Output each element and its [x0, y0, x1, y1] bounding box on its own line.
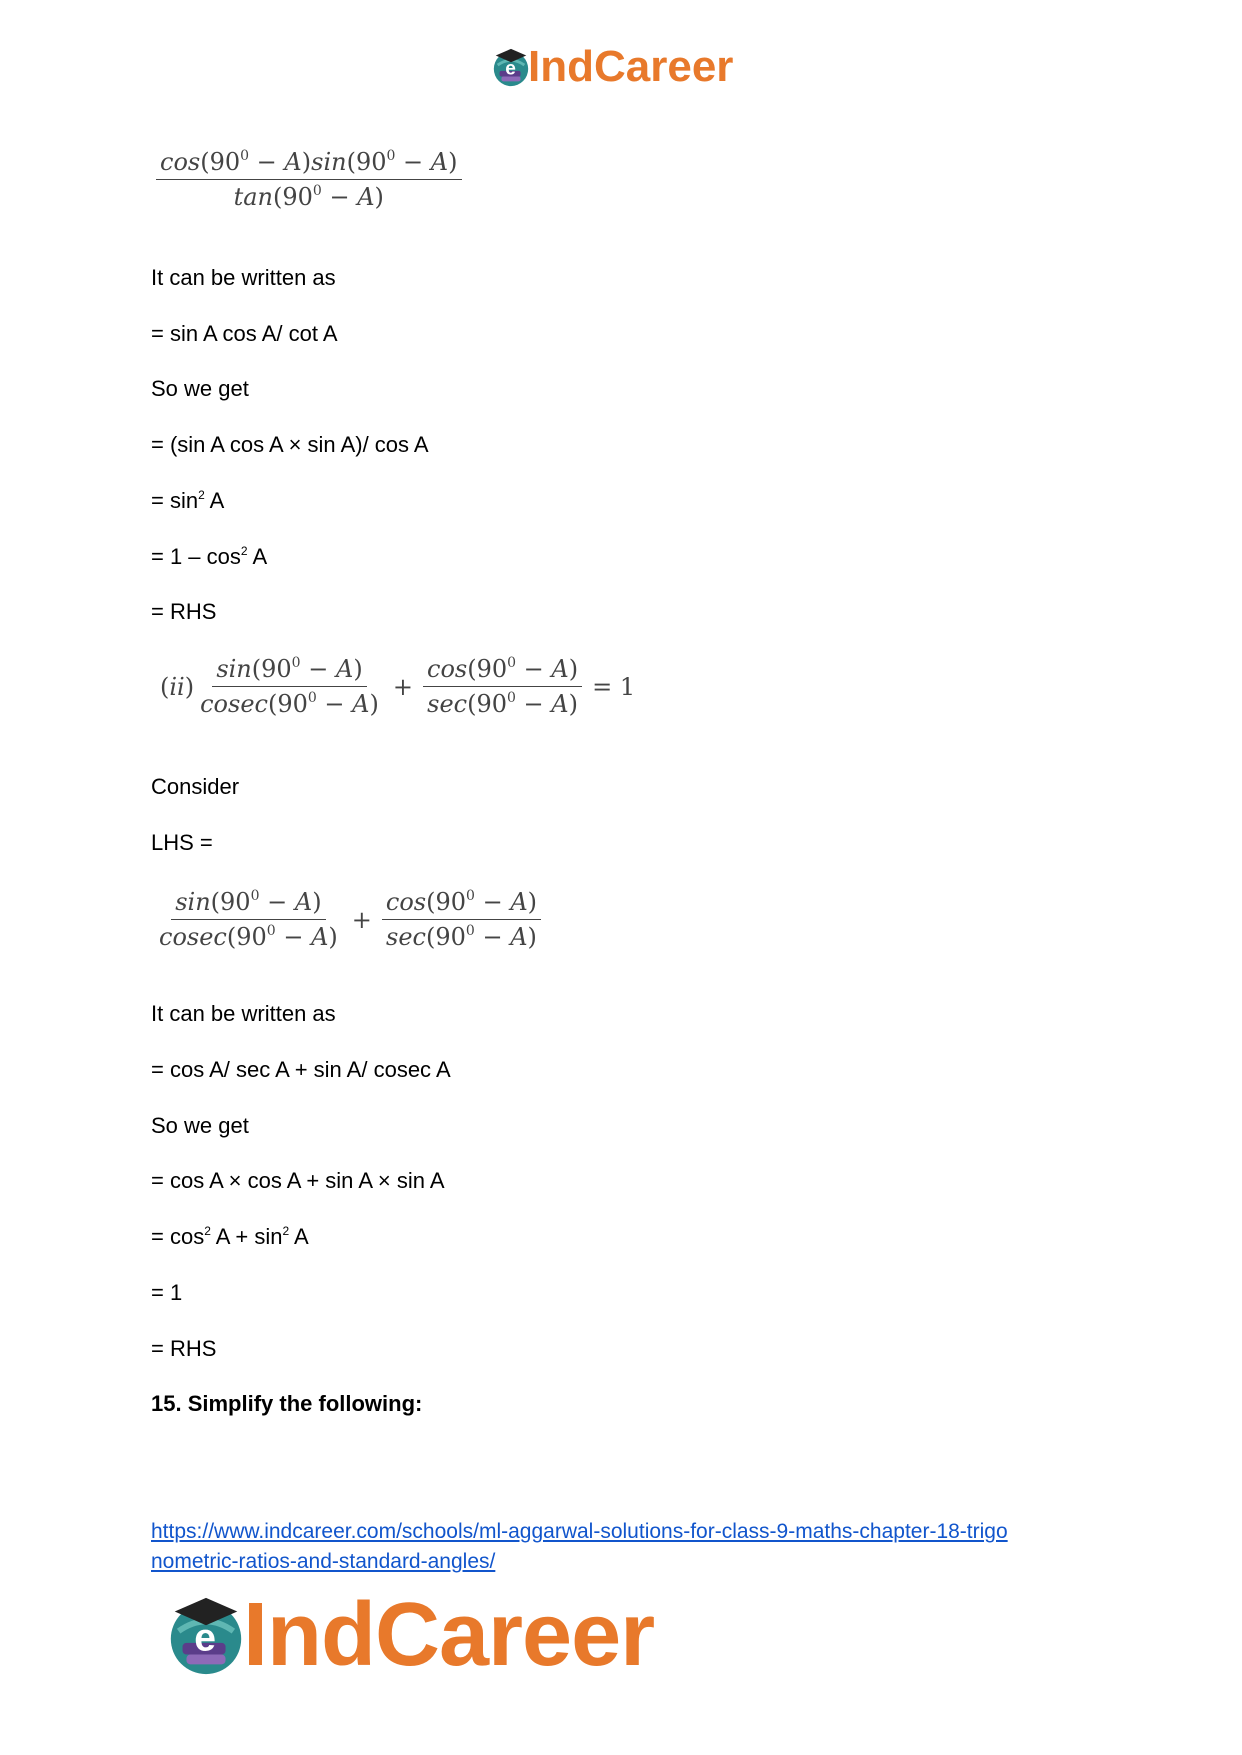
- link-line-2: nometric-ratios-and-standard-angles/: [151, 1550, 496, 1573]
- svg-text:e: e: [505, 58, 516, 80]
- text-line: = $1 - \cos^2 A$: [151, 544, 268, 569]
- text-line: = sin A cos A/ cot A: [151, 321, 338, 346]
- text-line: So we get: [151, 1113, 249, 1138]
- math-expression-3: $\frac{\sin(90^0 - A)}{cosec(90^0 - A)}$ + $\frac{\cos(90^0 - A)}{\sec(90^0 - A)}$: [155, 888, 541, 951]
- source-link[interactable]: [151, 1517, 1008, 1577]
- text-line: = RHS: [151, 599, 217, 624]
- text-line: = RHS: [151, 1336, 217, 1361]
- text-line: = $\sin^2 A$: [151, 488, 225, 513]
- question-heading: 15. Simplify the following:: [151, 1391, 423, 1416]
- text-line: = cos A × cos A + sin A × sin A: [151, 1168, 445, 1193]
- link-line-1: https://www.indcareer.com/schools/ml-aggarwal-solutions-for-class-9-maths-chapter-18-trigo: [151, 1520, 1008, 1543]
- header-logo: [490, 38, 733, 96]
- globe-logo-icon: [163, 1592, 249, 1678]
- svg-text:e: e: [194, 1616, 217, 1660]
- text-line: It can be written as: [151, 1001, 336, 1026]
- math-expression-2: (ii) $\frac{\sin(90^0 - A)}{cosec(90^0 - A)}$ + $\frac{\cos(90^0 - A)}{\sec(90^0 - A)}$ = 1: [160, 655, 636, 718]
- footer-brand: IndCareer: [243, 1584, 655, 1685]
- text-line: LHS =: [151, 830, 213, 855]
- text-line: = (sin A cos A × sin A)/ cos A: [151, 432, 429, 457]
- header-brand: IndCareer: [528, 42, 734, 91]
- text-line: It can be written as: [151, 265, 336, 290]
- text-line: So we get: [151, 376, 249, 401]
- text-line: = cos A/ sec A + sin A/ cosec A: [151, 1057, 451, 1082]
- math-expression-1: $\frac{\cos(90^0 - A)\sin(90^0 - A)}{\tan(90^0 - A)}$: [156, 148, 462, 211]
- text-line: Consider: [151, 774, 240, 799]
- footer-logo: [163, 1585, 654, 1685]
- text-line: = 1: [151, 1280, 183, 1305]
- globe-logo-icon: [490, 46, 532, 88]
- text-line: = $\cos^2 A + \sin^2 A$: [151, 1224, 309, 1249]
